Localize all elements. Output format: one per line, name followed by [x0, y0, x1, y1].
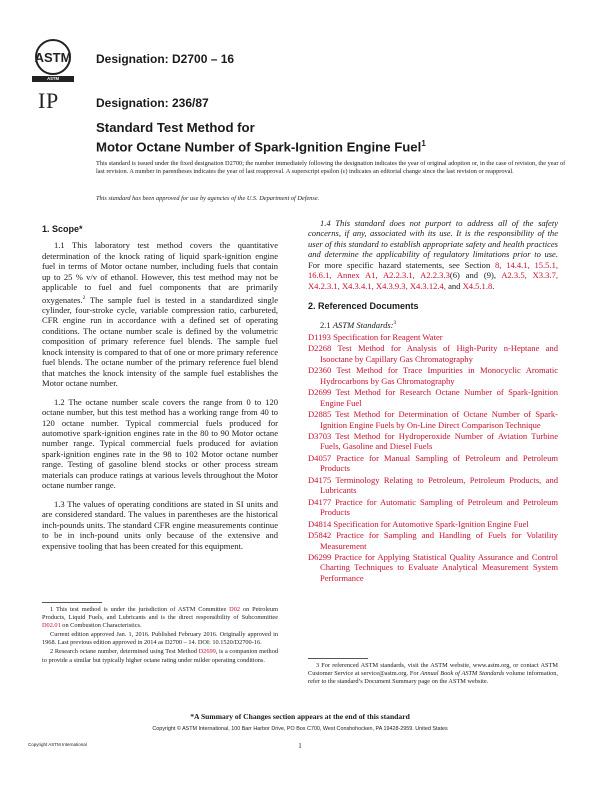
reference-title-link[interactable]: Test Method for Determination of Octane Number of Spark-Ignition Engine Fuels by On-Line Direct Comparison Technique [320, 409, 558, 430]
summary-of-changes-note: *A Summary of Changes section appears at the end of this standard [190, 712, 410, 721]
reference-code-link[interactable]: D2360 [308, 365, 332, 376]
footnote-1-edition: Current edition approved Jan. 1, 2016. Published February 2016. Originally approved in 1968. Last previous edition approved in 2014 as D2700 – 14. DOI: 10.1520/D2700-16. [42, 631, 278, 647]
document-title [96, 120, 426, 155]
reference-title-link[interactable]: Practice for Manual Sampling of Petroleum and Petroleum Products [320, 452, 558, 474]
reference-code-link[interactable]: D1193 [308, 331, 331, 342]
reference-item [308, 497, 558, 518]
reference-code-link[interactable]: D2885 [308, 409, 332, 420]
reference-title-link[interactable]: Specification for Automotive Spark-Ignition Engine Fuel [331, 518, 529, 529]
reference-item [308, 431, 558, 452]
reference-title-link[interactable]: Practice for Automatic Sampling of Petroleum and Petroleum Products [320, 496, 558, 518]
svg-text:ASTM: ASTM [34, 50, 72, 65]
designation-astm: Designation: D2700 – 16 [96, 52, 235, 66]
title-footnote-mark: 1 [421, 139, 426, 148]
reference-item [308, 343, 558, 364]
reference-item [308, 475, 558, 496]
referenced-heading: 2. Referenced Documents [308, 301, 419, 312]
reference-code-link[interactable]: D4814 [308, 518, 332, 529]
astm-standards-label: 2.1 ASTM Standards:$^3$ [320, 319, 397, 330]
reference-item [308, 387, 558, 408]
page-number: 1 [298, 742, 302, 750]
left-column [42, 224, 278, 559]
footnote-rule-right [308, 658, 368, 659]
reference-code-link[interactable]: D4177 [308, 496, 332, 507]
logo-label: ASTM INTERNATIONAL [36, 76, 70, 87]
reference-item [308, 453, 558, 474]
footnote-2: 2 Research octane number, determined using Test Method D2699, is a companion method to provide a similar but typically higher octane rating under milder operating conditions. [42, 648, 278, 664]
title-line-2: Motor Octane Number of Spark-Ignition Engine Fuel [96, 139, 422, 155]
reference-title-link[interactable]: Test Method for Hydroperoxide Number of Aviation Turbine Fuels, Gasoline and Diesel Fuels [320, 431, 558, 452]
hazard-refs-1[interactable]: 8, 14.4.1, 15.5.1, 16.6.1, Annex A1, A2.2.3.1, A2.2.3.3 [308, 259, 558, 281]
right-column [308, 218, 558, 584]
reference-title-link[interactable]: Practice for Applying Statistical Quality Assurance and Control Charting Techniques to Evaluate Analytical Measurement System Performance [320, 551, 558, 583]
footnote-3: 3 For referenced ASTM standards, visit the ASTM website, www.astm.org, or contact ASTM Customer Service at service@astm.org. For Annual Book of ASTM Standards volume information, refer to the standard’s Document Summary page on the ASTM website. [308, 662, 558, 686]
copyright-line: Copyright © ASTM International, 100 Barr Harbor Drive, PO Box C700, West Conshohocken, PA 19428-2959. United States [152, 726, 448, 732]
reference-title-link[interactable]: Test Method for Research Octane Number of Spark-Ignition Engine Fuel [320, 387, 558, 408]
reference-title-link[interactable]: Test Method for Trace Impurities in Monocyclic Aromatic Hydrocarbons by Gas Chromatography [320, 365, 558, 386]
reference-item [308, 519, 558, 529]
reference-item [308, 365, 558, 386]
link-d0201[interactable]: D02.01 [42, 622, 61, 630]
reference-item [308, 552, 558, 583]
footnote-1: 1 This test method is under the jurisdiction of ASTM Committee D02 on Petroleum Products, Liquid Fuels, and Lubricants and is the direct responsibility of Subcommittee D02.01 on Combustion Characteristics. [42, 606, 279, 630]
reference-title-link[interactable]: Test Method for Analysis of High-Purity n-Heptane and Isooctane by Capillary Gas Chromatography [320, 343, 558, 364]
reference-title-link[interactable]: Terminology Relating to Petroleum, Petroleum Products, and Lubricants [320, 474, 558, 496]
footnote-rule-left [42, 602, 102, 603]
designation-ip: Designation: 236/87 [96, 96, 209, 110]
approval-note: This standard has been approved for use by agencies of the U.S. Department of Defense. [96, 195, 320, 202]
reference-code-link[interactable]: D4175 [308, 474, 332, 485]
reference-item [308, 530, 558, 551]
reference-code-link[interactable]: D5842 [308, 530, 332, 541]
link-d02[interactable]: D02 [229, 606, 241, 613]
reference-code-link[interactable]: D3703 [308, 431, 332, 441]
svg-text:P: P [46, 88, 59, 113]
svg-text:I: I [38, 88, 46, 113]
referenced-list [308, 332, 558, 583]
reference-code-link[interactable]: D2699 [308, 387, 332, 398]
reference-title-link[interactable]: Practice for Sampling and Handling of Fuels for Volatility Measurement [320, 530, 558, 551]
scope-paragraph-4: 1.4 This standard does not purport to address all of the safety concerns, if any, associated with its use. It is the responsibility of the user of this standard to establish appropriate safety and health practices and determine the applicability of regulatory limitations prior to use. For more specific hazard statements, see Section 8, 14.4.1, 15.5.1, 16.6.1, Annex A1, A2.2.3.1, A2.2.3.3(6) and (9), A2.3.5, X3.3.7, X4.2.3.1, X4.3.4.1, X4.3.9.3, X4.3.12.4, and X4.5.1.8. [308, 218, 558, 291]
scope-paragraph-2: 1.2 The octane number scale covers the range from 0 to 120 octane number, but this test method has a working range from 40 to 120 octane number. Typical commercial fuels produced for automotive spark-ignition engines rate in the 80 to 90 Motor octane number range. Typical commercial fuels produced for aviation spark-ignition engines rate in the 98 to 102 Motor octane number range. Testing of gasoline blend stocks or other process stream materials can produce ratings at various levels throughout the Motor octane number range. [42, 396, 278, 491]
reference-code-link[interactable]: D2268 [308, 343, 332, 354]
reference-item [308, 409, 558, 430]
scope-paragraph-3: 1.3 The values of operating conditions are stated in SI units and are considered standard. The values in parentheses are the historical inch-pounds units. The standard CFR engine measurements continue to be in inch-pound units only because of the extensive and expensive tooling that has been created for this equipment. [42, 498, 278, 551]
link-d2699-footnote[interactable]: D2699 [198, 648, 216, 656]
scope-paragraph-1: 1.1 This laboratory test method covers the quantitative determination of the knock rating of liquid spark-ignition engine fuel in terms of Motor octane number, including fuels that contain up to 25 % v/v of ethanol. However, this test method may not be applicable to fuel and fuel components that are primarily oxygenates.$^2$ The sample fuel is tested in a standardized single cylinder, four-stroke cycle, variable compression ratio, carbureted, CFR engine run in accordance with a defined set of operating conditions. The octane number scale is defined by the volumetric composition of primary reference fuel blends. The sample fuel knock intensity is compared to that of one or more primary reference fuel blends. The octane number of the primary reference fuel blend that matches the knock intensity of the sample fuel establishes the Motor octane number. [42, 240, 278, 389]
scope-heading: 1. Scope* [42, 224, 83, 234]
hazard-refs-3[interactable]: X4.5.1.8 [462, 280, 493, 291]
footnotes-left [42, 606, 278, 666]
reference-item [308, 332, 558, 342]
reference-code-link[interactable]: D6299 [308, 551, 332, 562]
copyright-small: Copyright ASTM International [28, 742, 87, 747]
ip-logo-icon [36, 88, 66, 114]
hazard-refs-2[interactable]: A2.3.5, X3.3.7, X4.2.3.1, X4.3.4.1, X4.3.9.3, X4.3.12.4, [308, 270, 558, 291]
standard-notice: This standard is issued under the fixed designation D2700; the number immediately following the designation indicates the year of original adoption or, in the case of revision, the year of last revision. A number in parentheses indicates the year of last reapproval. A superscript epsilon (ε) indicates an editorial change since the last revision or reapproval. [96, 160, 566, 176]
reference-title-link[interactable]: Specification for Reagent Water [330, 331, 443, 342]
astm-logo [30, 38, 76, 87]
title-line-1: Standard Test Method for [96, 120, 255, 135]
reference-code-link[interactable]: D4057 [308, 452, 332, 463]
